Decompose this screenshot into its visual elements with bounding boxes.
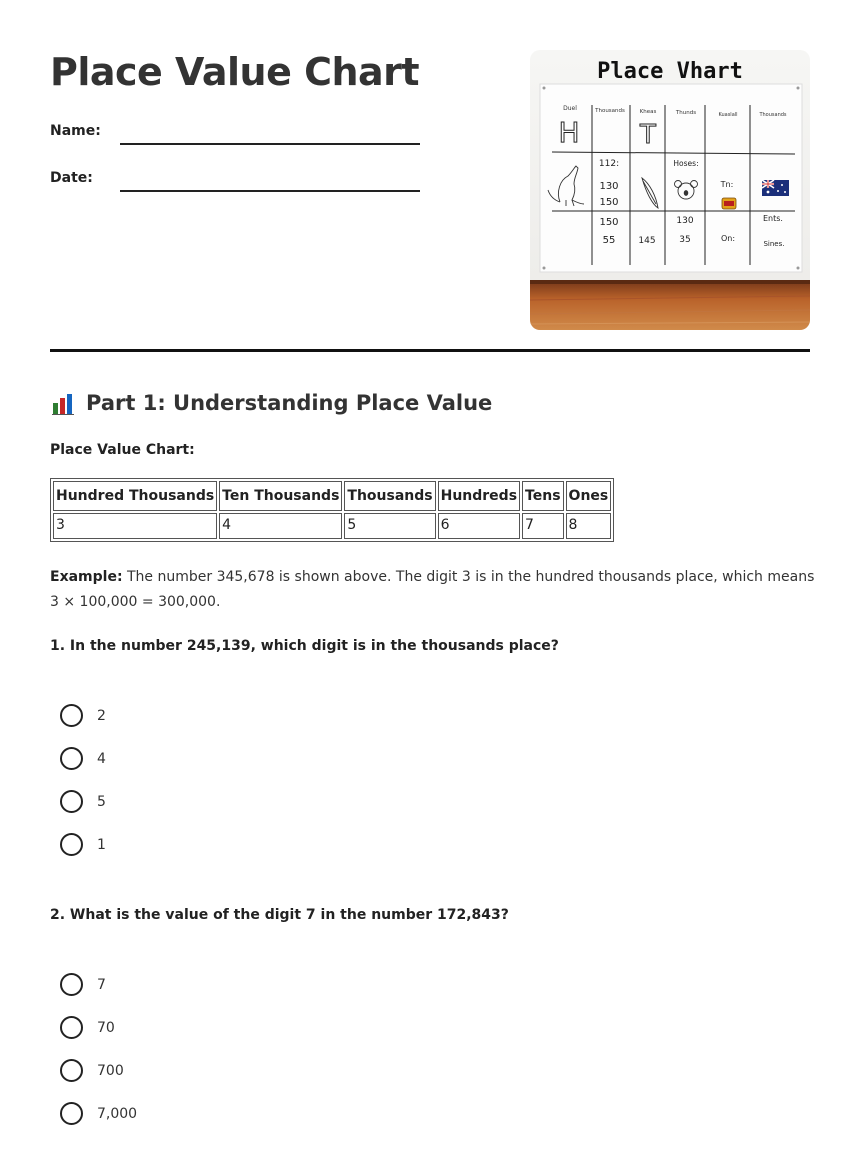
question-1: 1. In the number 245,139, which digit is in the thousands place? (50, 638, 559, 654)
table-header: Hundred Thousands (53, 481, 217, 511)
poster-cell: Tn: (720, 180, 734, 189)
poster-header: Kuaslall (718, 112, 738, 118)
place-value-table (50, 478, 614, 542)
bar-chart-icon (50, 390, 76, 416)
option-label: 7 (97, 976, 106, 993)
poster-cell: Sines. (763, 240, 785, 248)
poster-cell: On: (720, 234, 736, 243)
radio-button[interactable] (60, 704, 83, 727)
table-cell: 5 (344, 513, 435, 539)
radio-button[interactable] (60, 790, 83, 813)
q2-option-3[interactable] (60, 1059, 124, 1082)
q2-option-1[interactable] (60, 973, 106, 996)
q1-option-3[interactable] (60, 790, 106, 813)
australian-flag (762, 180, 789, 196)
table-header: Ones (566, 481, 612, 511)
table-cell: 8 (566, 513, 612, 539)
name-label: Name: (50, 123, 101, 139)
poster-cell: 130 (676, 216, 694, 226)
table-cell: 4 (219, 513, 342, 539)
option-label: 4 (97, 750, 106, 767)
poster-cell: 145 (638, 236, 656, 246)
radio-button[interactable] (60, 1059, 83, 1082)
poster-cell: Hoses: (673, 159, 699, 168)
option-label: 70 (97, 1019, 115, 1036)
radio-button[interactable] (60, 833, 83, 856)
section-heading-text: Part 1: Understanding Place Value (86, 391, 493, 415)
table-header: Hundreds (438, 481, 520, 511)
date-label: Date: (50, 170, 93, 186)
poster-cell: 112: (598, 159, 620, 169)
date-input-line[interactable] (120, 190, 420, 192)
radio-button[interactable] (60, 747, 83, 770)
poster-cell: 35 (679, 235, 691, 245)
q2-option-2[interactable] (60, 1016, 115, 1039)
example-lead: Example: (50, 569, 123, 585)
section-divider (50, 349, 810, 352)
option-label: 700 (97, 1062, 124, 1079)
vegemite-jar (722, 198, 736, 209)
table-header-row (53, 481, 611, 511)
poster-title: Place Vhart (597, 59, 743, 84)
poster-cell: 55 (602, 235, 616, 246)
q1-option-4[interactable] (60, 833, 106, 856)
section-heading (50, 390, 492, 416)
table-cell: 6 (438, 513, 520, 539)
poster-cell: Ents. (763, 214, 783, 223)
poster-letter: H (558, 116, 580, 149)
poster-header: Duel (563, 105, 577, 112)
poster-header: Kheas (639, 109, 657, 115)
q2-option-4[interactable] (60, 1102, 137, 1125)
poster-letter: T (640, 120, 656, 150)
chart-label: Place Value Chart: (50, 442, 195, 458)
q1-option-2[interactable] (60, 747, 106, 770)
table-row (53, 513, 611, 539)
question-2: 2. What is the value of the digit 7 in the number 172,843? (50, 907, 509, 923)
radio-button[interactable] (60, 973, 83, 996)
table-cell: 3 (53, 513, 217, 539)
q1-option-1[interactable] (60, 704, 106, 727)
example-text: The number 345,678 is shown above. The digit 3 is in the hundred thousands place, which means 3 × 100,000 = 300,000. (50, 569, 815, 610)
radio-button[interactable] (60, 1102, 83, 1125)
option-label: 2 (97, 707, 106, 724)
radio-button[interactable] (60, 1016, 83, 1039)
poster-header: Thousands (595, 108, 625, 114)
option-label: 1 (97, 836, 106, 853)
poster-cell: 130 (599, 181, 619, 192)
table-header: Thousands (344, 481, 435, 511)
poster-cell: 150 (599, 197, 619, 208)
table-header: Ten Thousands (219, 481, 342, 511)
name-input-line[interactable] (120, 143, 420, 145)
example-paragraph (50, 565, 820, 615)
table-header: Tens (522, 481, 564, 511)
option-label: 5 (97, 793, 106, 810)
table-cell: 7 (522, 513, 564, 539)
option-label: 7,000 (97, 1105, 138, 1122)
poster-header: Thunds (675, 110, 697, 116)
place-value-poster-photo (530, 50, 810, 330)
poster-header: Thousands (759, 112, 787, 118)
page-title: Place Value Chart (50, 50, 420, 94)
poster-cell: 150 (599, 217, 619, 228)
